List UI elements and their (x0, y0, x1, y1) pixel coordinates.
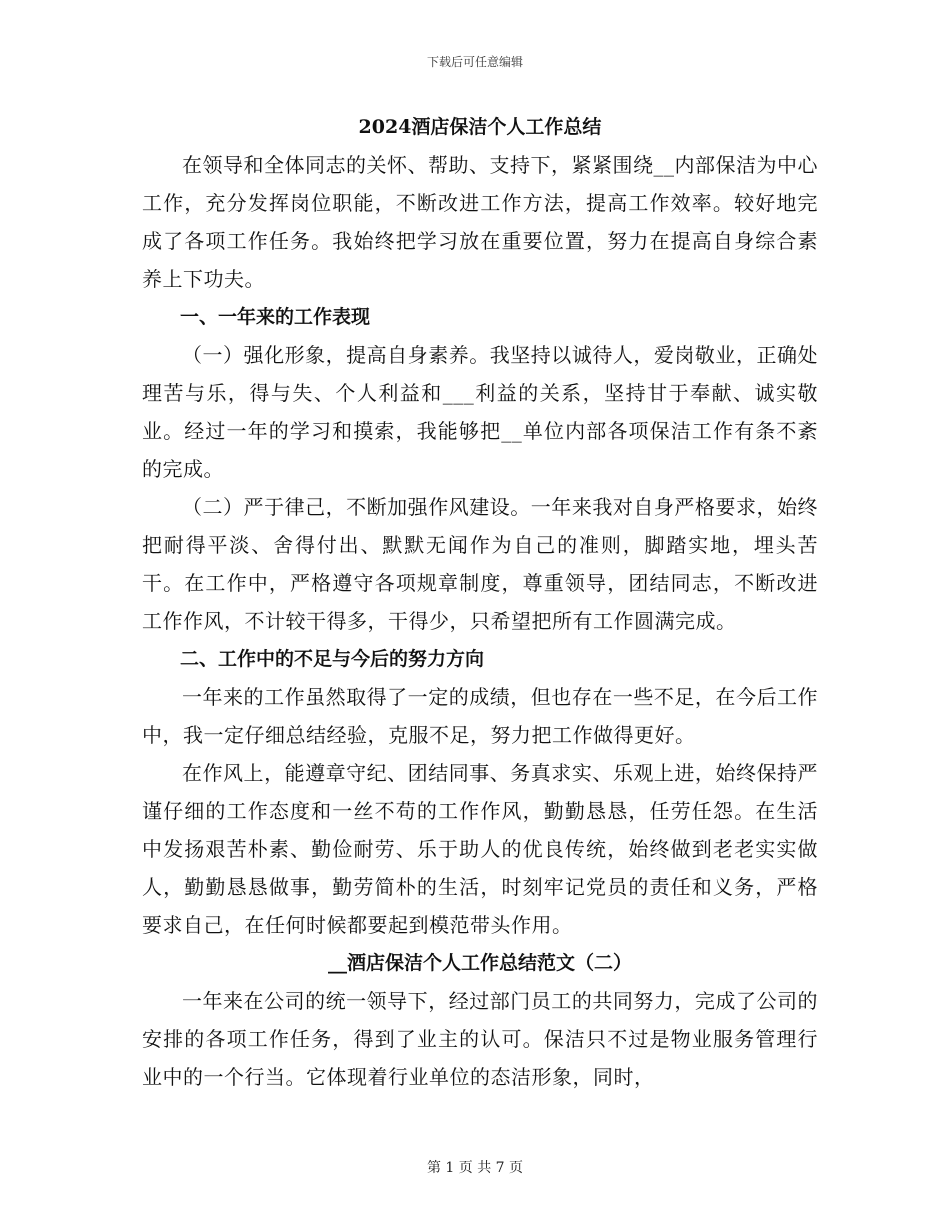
document-subtitle: __酒店保洁个人工作总结范文（二） (327, 952, 632, 974)
page-header-note: 下载后可任意编辑 (426, 55, 523, 69)
document-title: 2024酒店保洁个人工作总结 (358, 116, 602, 138)
section-2-paragraph-1: 一年来的工作虽然取得了一定的成绩，但也存在一些不足，在今后工作中，我一定仔细总结经验，克服不足，努力把工作做得更好。 (142, 685, 818, 747)
section-1-paragraph-2: （二）严于律己，不断加强作风建设。一年来我对自身严格要求，始终把耐得平淡、舍得付出、默默无闻作为自己的准则，脚踏实地，埋头苦干。在工作中，严格遵守各项规章制度，尊重领导，团结同志，不断改进工作作风，不计较干得多，干得少，只希望把所有工作圆满完成。 (142, 495, 818, 633)
part-2-paragraph-1: 一年来在公司的统一领导下，经过部门员工的共同努力，完成了公司的安排的各项工作任务，得到了业主的认可。保洁只不过是物业服务管理行业中的一个行当。它体现着行业单位的态洁形象，同时， (142, 989, 818, 1089)
document-body (142, 108, 818, 1096)
section-2-paragraph-2: 在作风上，能遵章守纪、团结同事、务真求实、乐观上进，始终保持严谨仔细的工作态度和一丝不苟的工作作风，勤勤恳恳，任劳任怨。在生活中发扬艰苦朴素、勤俭耐劳、乐于助人的优良传统，始终做到老老实实做人，勤勤恳恳做事，勤劳简朴的生活，时刻牢记党员的责任和义务，严格要求自己，在任何时候都要起到模范带头作用。 (142, 761, 818, 937)
intro-paragraph: 在领导和全体同志的关怀、帮助、支持下，紧紧围绕__内部保洁为中心工作，充分发挥岗位职能，不断改进工作方法，提高工作效率。较好地完成了各项工作任务。我始终把学习放在重要位置，努力在提高自身综合素养上下功夫。 (142, 153, 818, 291)
section-1-paragraph-1: （一）强化形象，提高自身素养。我坚持以诚待人，爱岗敬业，正确处理苦与乐，得与失、个人利益和___利益的关系，坚持甘于奉献、诚实敬业。经过一年的学习和摸索，我能够把__单位内部各项保洁工作有条不紊的完成。 (142, 343, 818, 481)
section-1-heading: 一、一年来的工作表现 (180, 306, 371, 328)
section-2-heading: 二、工作中的不足与今后的努力方向 (180, 648, 485, 670)
page-number-footer: 第 1 页 共 7 页 (426, 1160, 524, 1176)
